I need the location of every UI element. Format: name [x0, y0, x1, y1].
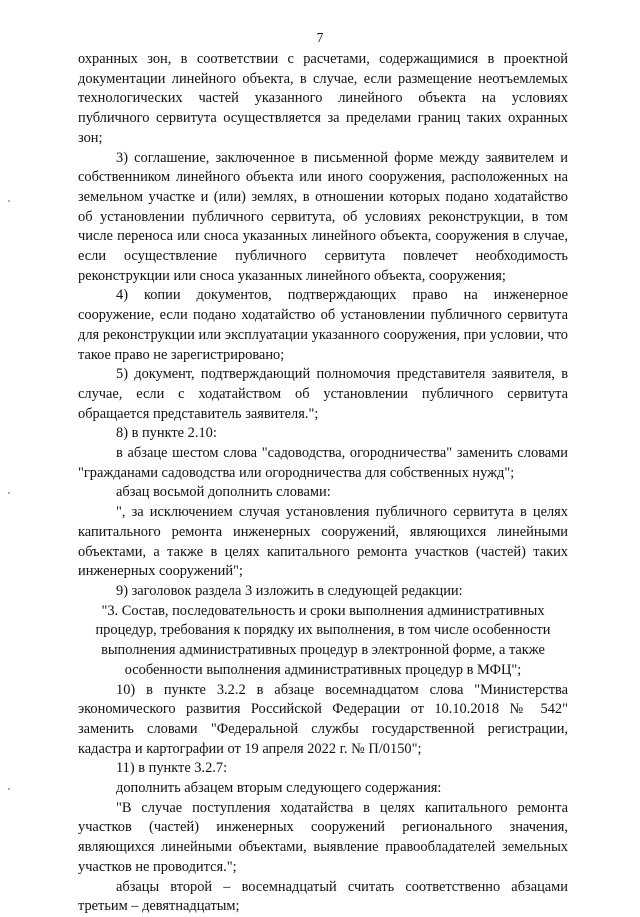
scan-mark: [8, 492, 10, 494]
paragraph: "В случае поступления ходатайства в целях капитального ремонта участков (частей) инженерных сооружений регионального значения, являющихся линейными объектами, выявление правообладателей земельных участков не проводится.";: [78, 799, 568, 875]
scan-mark: [8, 788, 10, 790]
paragraph: охранных зон, в соответствии с расчетами, содержащимися в проектной документации линейного объекта, в случае, если размещение неотъемлемых технологических частей указанного линейного объекта на условиях публичного сервитута осуществляется за пределами границ таких охранных зон;: [78, 51, 568, 146]
paragraph: дополнить абзацем вторым следующего содержания:: [116, 780, 442, 797]
paragraph: 11) в пункте 3.2.7:: [116, 760, 228, 777]
paragraph: 3) соглашение, заключенное в письменной форме между заявителем и собственником линейного объекта или иного сооружения, расположенных на земельном участке и (или) землях, в отношении которых подано ходатайство об установлении публичного сервитута, об условиях реконструкции, в том числе переноса или сноса указанных линейного объекта, сооружения в случае, если осуществление публичного сервитута повлечет необходимость реконструкции или сноса указанных линейного объекта, сооружения;: [78, 149, 568, 284]
paragraph: 5) документ, подтверждающий полномочия представителя заявителя, в случае, если с ходатайством об установлении публичного сервитута обращается представитель заявителя.";: [78, 366, 568, 422]
document-body: [78, 50, 568, 917]
paragraph: 10) в пункте 3.2.2 в абзаце восемнадцатом слова "Министерства экономического развития Российской Федерации от 10.10.2018 № 542" заменить словами "Федеральной службы государственной регистрации, кадастра и картографии от 19 апреля 2022 г. № П/0150";: [78, 681, 568, 757]
paragraph: в абзаце шестом слова "садоводства, огородничества" заменить словами "гражданами садоводства или огородничества для собственных нужд";: [78, 445, 568, 481]
paragraph: ", за исключением случая установления публичного сервитута в целях капитального ремонта инженерных сооружений, являющихся линейными объектами, а также в целях капитального ремонта участков (частей) таких инженерных сооружений";: [78, 504, 568, 580]
paragraph: 8) в пункте 2.10:: [116, 425, 217, 442]
paragraph: 9) заголовок раздела 3 изложить в следующей редакции:: [116, 582, 463, 599]
page-number: 7: [316, 30, 324, 45]
paragraph: абзацы второй – восемнадцатый считать соответственно абзацами третьим – девятнадцатым;: [78, 878, 568, 915]
section-heading: "3. Состав, последовательность и сроки выполнения административных процедур, требования к порядку их выполнения, в том числе особенности выполнения административных процедур в электронной форме, а также особенности выполнения административных процедур в МФЦ";: [95, 602, 551, 678]
paragraph: 4) копии документов, подтверждающих право на инженерное сооружение, если подано ходатайство об установлении публичного сервитута для реконструкции или эксплуатации указанного сооружения, при условии, что такое право не зарегистрировано;: [78, 287, 568, 363]
paragraph: абзац восьмой дополнить словами:: [116, 484, 331, 501]
scan-mark: [8, 200, 10, 202]
